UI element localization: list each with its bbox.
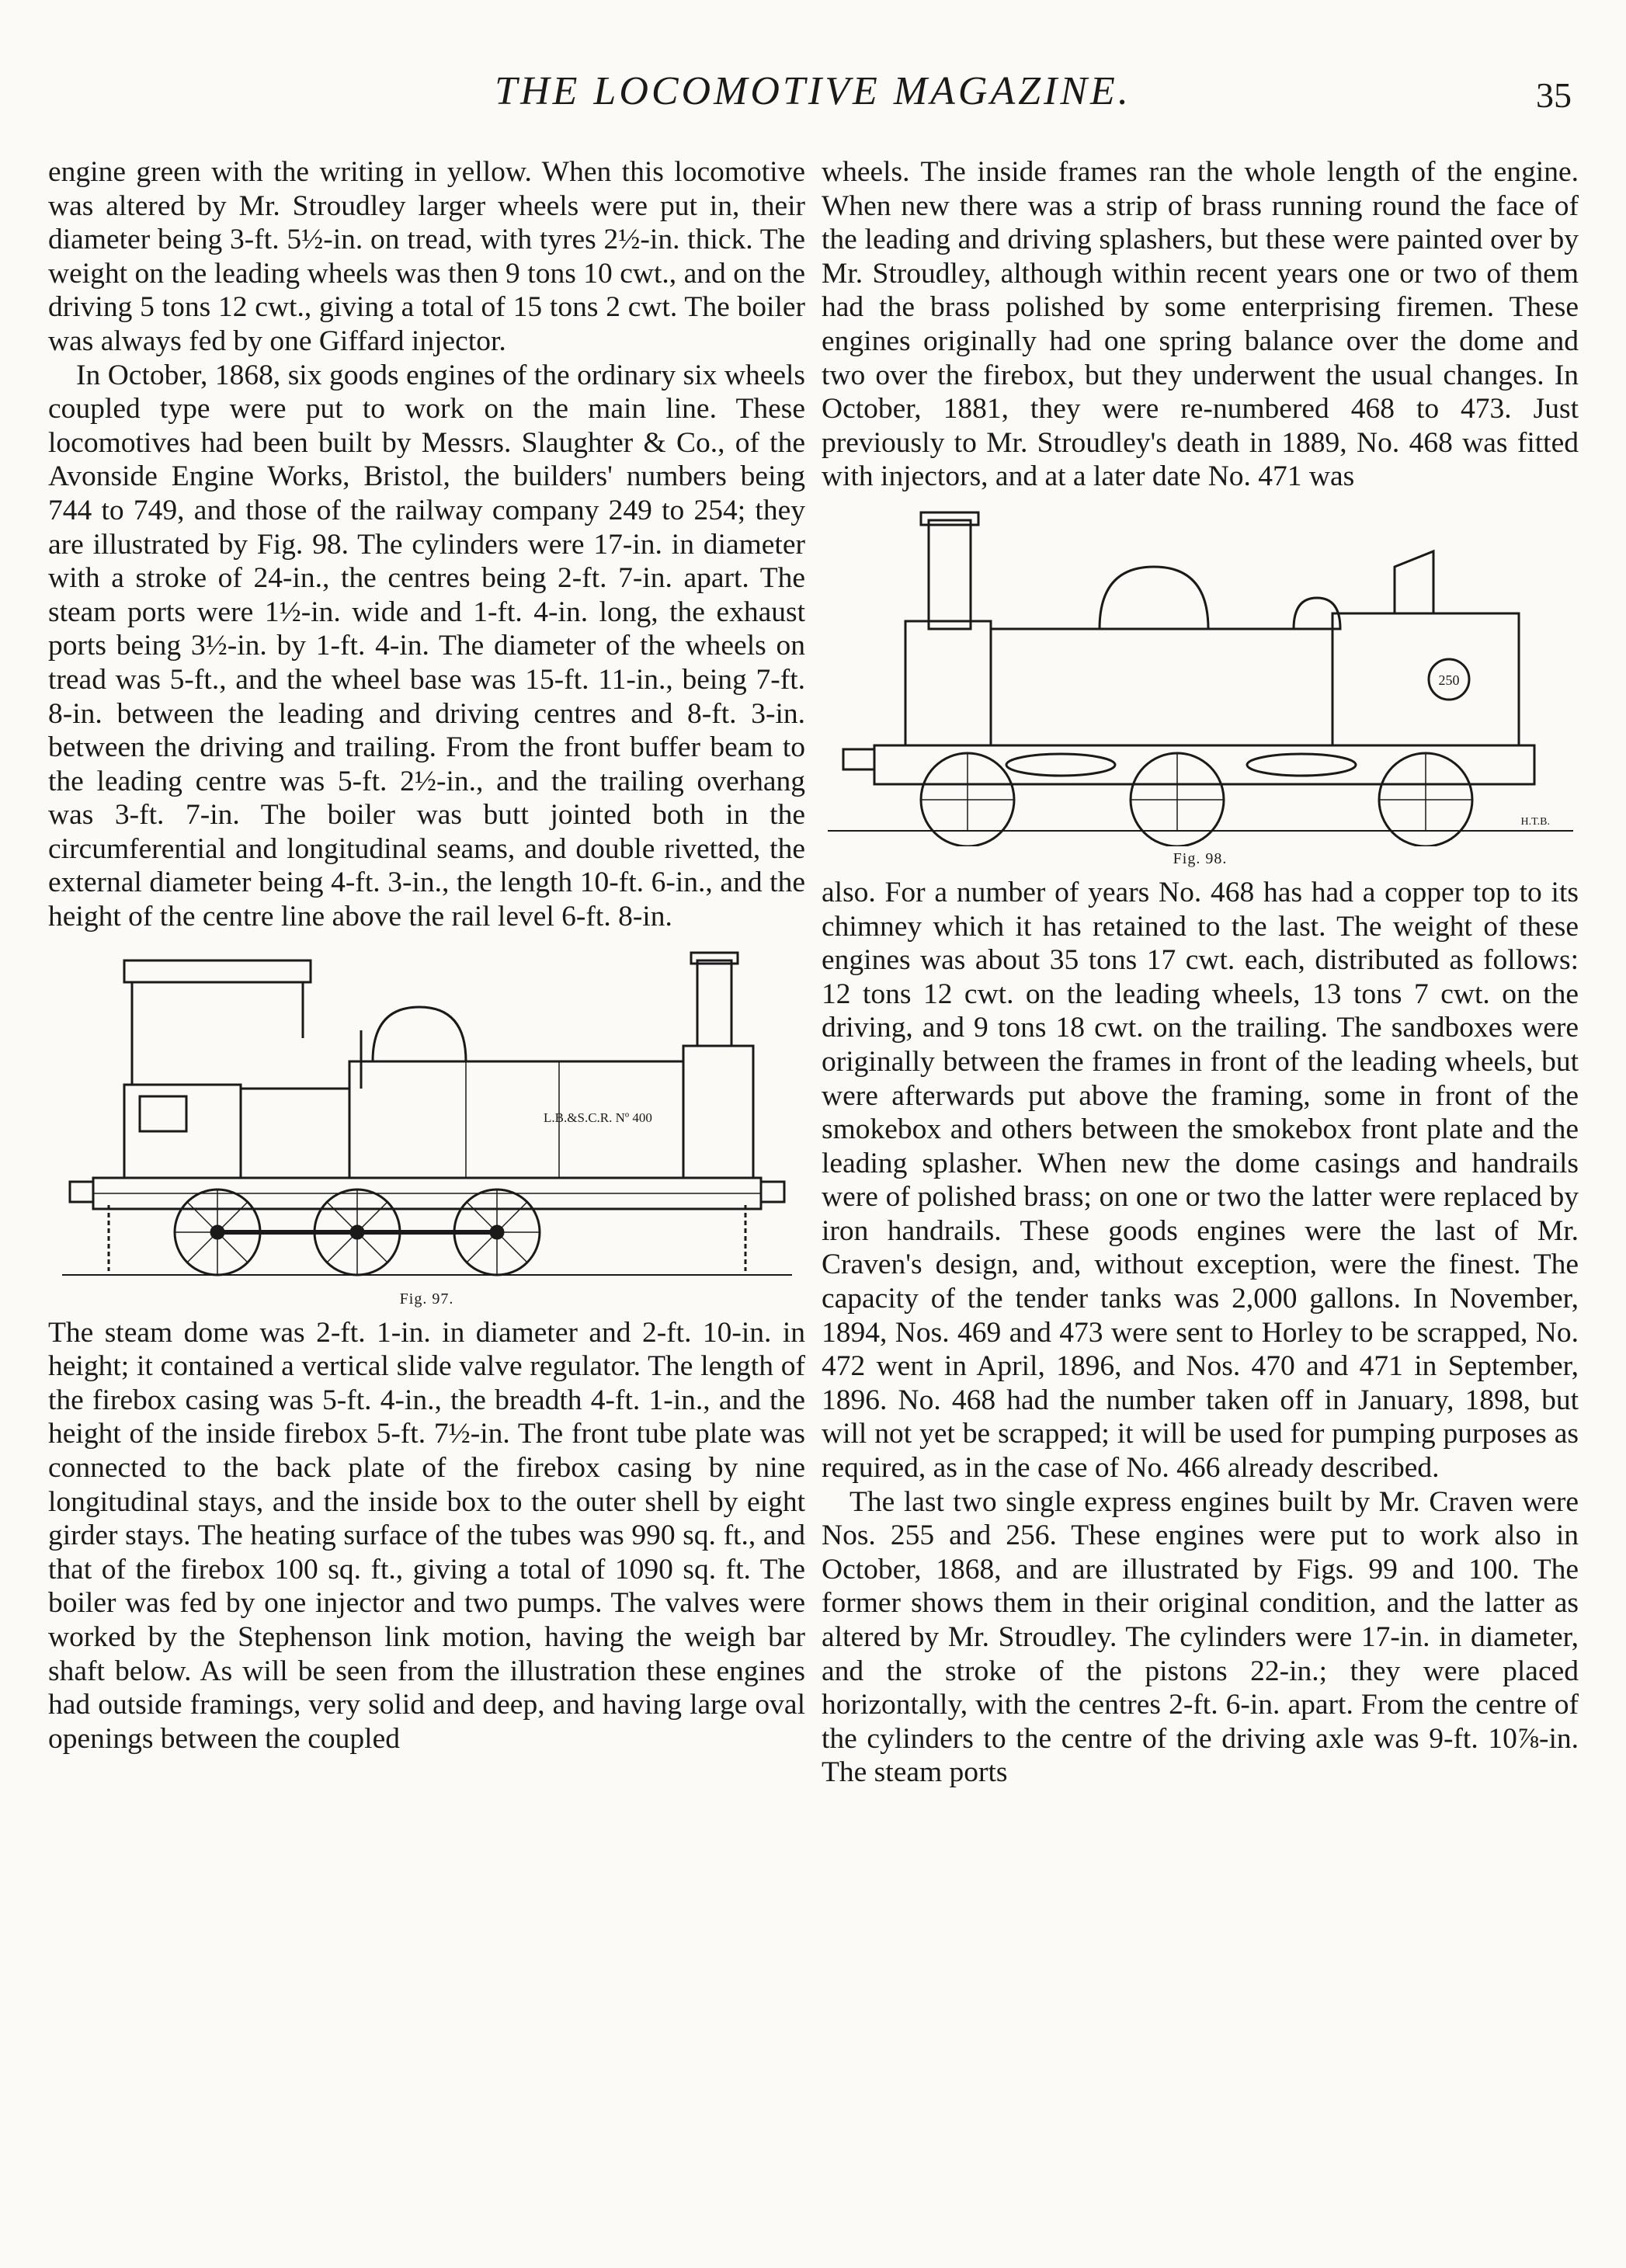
figure-97 bbox=[48, 945, 805, 1308]
left-paragraph-2: In October, 1868, six goods engines of the ordinary six wheels coupled type were put to work on the main line. These locomotives had been built by Messrs. Slaughter & Co., of the Avonside Engine Works, Bristol, the builders' numbers being 744 to 749, and those of the railway company 249 to 254; they are illustrated by Fig. 98. The cylinders were 17-in. in diameter with a stroke of 24-in., the centres being 2-ft. 7-in. apart. The steam ports were 1½-in. wide and 1-ft. 4-in. long, the exhaust ports being 3½-in. by 1-ft. 4-in. The diameter of the wheels on tread was 5-ft., and the wheel base was 15-ft. 11-in., being 7-ft. 8-in. between the leading and driving centres and 8-ft. 3-in. between the driving and trailing. From the front buffer beam to the leading centre was 5-ft. 2½-in., and the trailing overhang was 3-ft. 7-in. The boiler was butt jointed both in the circumferential and longitudinal seams, and double rivetted, the external diameter being 4-ft. 3-in., the length 10-ft. 6-in., and the height of the centre line above the rail level 6-ft. 8-in. bbox=[48, 359, 805, 933]
page-number: 35 bbox=[1536, 75, 1572, 115]
fig98-plate-text: 250 bbox=[1438, 672, 1459, 688]
fig97-plate-text: L.B.&S.C.R. Nº 400 bbox=[543, 1110, 652, 1125]
left-paragraph-1: engine green with the writing in yellow. When this locomotive was altered by Mr. Stroudley larger wheels were put in, their diameter being 3-ft. 5½-in. on tread, with tyres 2½-in. thick. The weight on the leading wheels was then 9 tons 10 cwt., and on the driving 5 tons 12 cwt., giving a total of 15 tons 2 cwt. The boiler was always fed by one Giffard injector. bbox=[48, 156, 805, 357]
right-paragraph-1: wheels. The inside frames ran the whole length of the engine. When new there was a strip of brass running round the face of the leading and driving splashers, but these were painted over by Mr. Stroudley, although within recent years one or two of them had the brass polished by some enterprising firemen. These engines originally had one spring balance over the dome and two over the firebox, but they underwent the usual changes. In October, 1881, they were re-numbered 468 to 473. Just previously to Mr. Stroudley's death in 1889, No. 468 was fitted with injectors, and at a later date No. 471 was bbox=[822, 156, 1579, 493]
right-paragraph-2: also. For a number of years No. 468 has had a copper top to its chimney which it has retained to the last. The weight of these engines was about 35 tons 17 cwt. each, distributed as follows: 12 tons 12 cwt. on the leading wheels, 13 tons 7 cwt. on the driving, and 9 tons 18 cwt. on the trailing. The sandboxes were originally between the frames in front of the leading wheels, but were afterwards put above the framing, some in front of the smokebox and others between the smokebox front plate and the leading splasher. When new the dome casings and handrails were of polished brass; on one or two the latter were replaced by iron handrails. These goods engines were the last of Mr. Craven's design, and, without exception, were the finest. The capacity of the tender tanks was 2,000 gallons. In November, 1894, Nos. 469 and 473 were sent to Horley to be scrapped, No. 472 went in April, 1896, and Nos. 470 and 471 in September, 1896. No. 468 had the number taken off in January, 1898, but will not yet be scrapped; it will be used for pumping purposes as required, as in the case of No. 466 already described. bbox=[822, 876, 1579, 1485]
figure-98-caption: Fig. 98. bbox=[1173, 849, 1228, 867]
figure-97-caption: Fig. 97. bbox=[399, 1290, 454, 1308]
fig98-signature: H.T.B. bbox=[1520, 815, 1550, 828]
figure-98 bbox=[822, 505, 1579, 868]
right-paragraph-3: The last two single express engines built by Mr. Craven were Nos. 255 and 256. These engines were put to work also in October, 1868, and are illustrated by Figs. 99 and 100. The former shows them in their original condition, and the latter as altered by Mr. Stroudley. The cylinders were 17-in. in diameter, and the stroke of the pistons 22-in.; they were placed horizontally, with the centres 2-ft. 6-in. apart. From the centre of the cylinders to the centre of the driving axle was 9-ft. 10⅞-in. The steam ports bbox=[822, 1485, 1579, 1789]
locomotive-250-drawing bbox=[828, 505, 1573, 846]
magazine-title: THE LOCOMOTIVE MAGAZINE. bbox=[495, 69, 1131, 113]
left-column bbox=[48, 155, 805, 1756]
locomotive-400-drawing bbox=[62, 945, 792, 1287]
right-column bbox=[822, 155, 1579, 1790]
page-header bbox=[0, 68, 1626, 130]
left-paragraph-3: The steam dome was 2-ft. 1-in. in diameter and 2-ft. 10-in. in height; it contained a vertical slide valve regulator. The length of the firebox casing was 5-ft. 4-in., the breadth 4-ft. 1-in., and the height of the inside firebox 5-ft. 7½-in. The front tube plate was connected to the back plate of the firebox casing by nine longitudinal stays, and the inside box to the outer shell by eight girder stays. The heating surface of the tubes was 990 sq. ft., and that of the firebox 100 sq. ft., giving a total of 1090 sq. ft. The boiler was fed by one injector and two pumps. The valves were worked by the Stephenson link motion, having the weigh bar shaft below. As will be seen from the illustration these engines had outside framings, very solid and deep, and having large oval openings between the coupled bbox=[48, 1316, 805, 1755]
